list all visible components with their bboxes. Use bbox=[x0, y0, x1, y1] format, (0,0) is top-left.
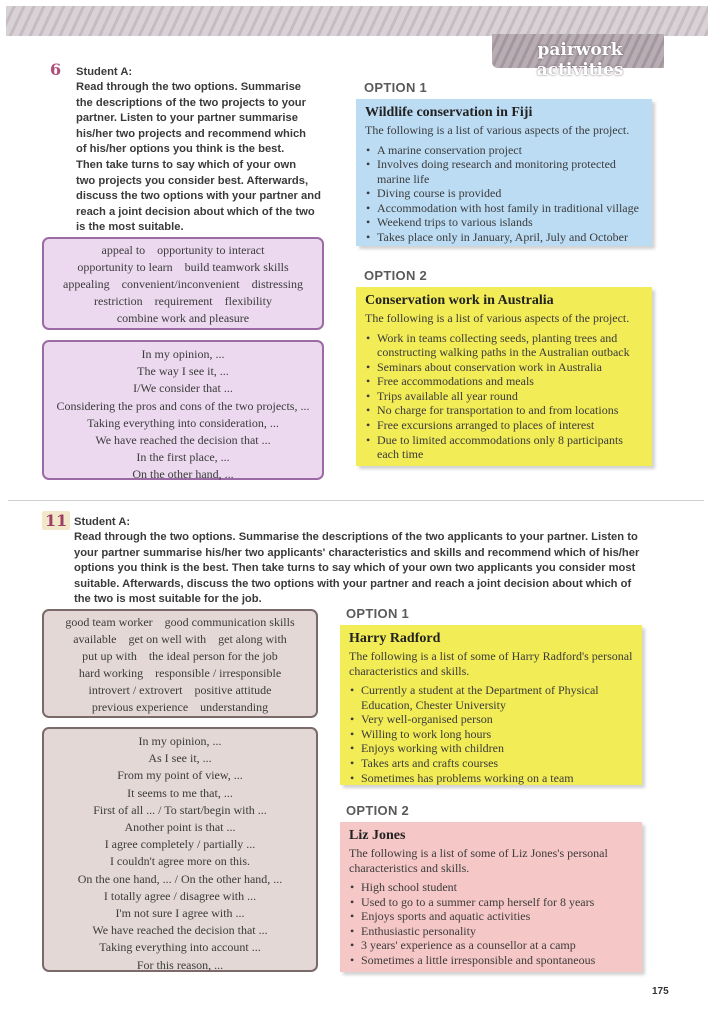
phrase: In the first place, ... bbox=[136, 450, 230, 465]
useful-phrases-box bbox=[42, 340, 324, 480]
useful-phrases-box bbox=[42, 727, 318, 972]
vocab-line: available get on well with get along with bbox=[73, 632, 287, 646]
list-item: • Trips available all year round bbox=[365, 389, 644, 404]
phrase: I totally agree / disagree with ... bbox=[103, 888, 257, 903]
list-item: • Diving course is provided bbox=[365, 186, 644, 201]
phrase: I agree completely / partially ... bbox=[104, 837, 256, 852]
list-item: • Sometimes a little irresponsible and spontaneous bbox=[349, 953, 634, 968]
vocab-line: previous experience understanding bbox=[91, 700, 269, 714]
student-label: Student A: bbox=[74, 516, 131, 528]
list-item: • High school student bbox=[349, 880, 634, 895]
list-item: • Involves doing research and monitoring protected marine life bbox=[365, 157, 644, 186]
option-intro: The following is a list of some of Harry Radford's personal characteristics and skills. bbox=[349, 649, 633, 678]
list-item: • A marine conservation project bbox=[365, 143, 644, 158]
phrase: From my point of view, ... bbox=[117, 768, 243, 783]
header-banner bbox=[6, 6, 708, 36]
phrase: On the one hand, ... / On the other hand, ... bbox=[77, 871, 283, 886]
vocab-line: appealing convenient/inconvenient distressing bbox=[63, 277, 303, 291]
phrase: As I see it, ... bbox=[148, 751, 212, 766]
option-intro: The following is a list of various aspects of the project. bbox=[365, 123, 630, 137]
vocab-line: put up with the ideal person for the job bbox=[82, 649, 278, 663]
list-item: • Takes arts and crafts courses bbox=[349, 756, 634, 771]
instructions: Read through the two options. Summarise the descriptions of the two projects to your partner. Listen to your partner summarise his/her two projects and recommend which of his/her options you think is the best. Then take turns to say which of your own two projects you consider best. Afterwards, discuss the two options with your partner and reach a joint decision about which of the two is the most suitable. bbox=[76, 81, 321, 234]
list-item: • Willing to work long hours bbox=[349, 727, 634, 742]
list-item: • Sometimes has problems working on a team bbox=[349, 771, 634, 786]
phrase: In my opinion, ... bbox=[138, 734, 222, 748]
phrase: In my opinion, ... bbox=[141, 347, 225, 361]
list-item: • Takes place only in January, April, July and October bbox=[365, 230, 644, 245]
vocab-line: combine work and pleasure bbox=[116, 311, 250, 325]
phrase: I/We consider that ... bbox=[133, 381, 233, 396]
vocab-line: opportunity to learn build teamwork skills bbox=[77, 260, 289, 274]
option-bullets bbox=[365, 331, 644, 462]
vocab-line: good team worker good communication skills bbox=[65, 615, 295, 629]
list-item: • Currently a student at the Department of Physical Education, Chester University bbox=[349, 683, 634, 712]
list-item: • Weekend trips to various islands bbox=[365, 215, 644, 230]
phrase: Taking everything into account ... bbox=[99, 940, 261, 955]
instructions: Read through the two options. Summarise the descriptions of the two applicants to your partner. Listen to your partner summarise his/her two applicants' characteristics and skills and recommend which of his/her options you think is the best. Then take turns to say which of your own two applicants you consider most suitable. Afterwards, discuss the two options with your partner and reach a joint decision about which of the two is most suitable for the job. bbox=[74, 531, 640, 606]
list-item: • Enjoys working with children bbox=[349, 741, 634, 756]
option-1-card bbox=[356, 99, 652, 246]
phrase: It seems to me that, ... bbox=[127, 785, 233, 800]
option-1-label: OPTION 1 bbox=[346, 606, 410, 621]
list-item: • Due to limited accommodations only 8 participants each time bbox=[365, 433, 644, 462]
option-title: Conservation work in Australia bbox=[365, 293, 554, 308]
list-item: • No charge for transportation to and from locations bbox=[365, 403, 644, 418]
option-2-card bbox=[340, 822, 642, 972]
phrase: I'm not sure I agree with ... bbox=[115, 906, 245, 921]
option-2-label: OPTION 2 bbox=[364, 268, 428, 283]
option-bullets bbox=[365, 143, 644, 245]
list-item: • Accommodation with host family in traditional village bbox=[365, 201, 644, 216]
option-bullets bbox=[349, 880, 634, 968]
list-item: • Very well-organised person bbox=[349, 712, 634, 727]
vocab-line: introvert / extrovert positive attitude bbox=[88, 683, 272, 697]
phrase: On the other hand, ... bbox=[132, 467, 234, 482]
vocabulary-box bbox=[42, 609, 318, 718]
vocab-line: hard working responsible / irresponsible bbox=[78, 666, 282, 680]
phrase: We have reached the decision that ... bbox=[95, 433, 271, 448]
phrase: Another point is that ... bbox=[124, 820, 236, 835]
list-item: • Seminars about conservation work in Australia bbox=[365, 360, 644, 375]
option-title: Harry Radford bbox=[349, 631, 441, 646]
list-item: • Used to go to a summer camp herself for 8 years bbox=[349, 895, 634, 910]
list-item: • 3 years' experience as a counsellor at a camp bbox=[349, 938, 634, 953]
activity-number: 11 bbox=[42, 511, 70, 530]
list-item: • Work in teams collecting seeds, planting trees and constructing walking paths in the Australian outback bbox=[365, 331, 644, 360]
option-1-label: OPTION 1 bbox=[364, 80, 428, 95]
list-item: • Enthusiastic personality bbox=[349, 924, 634, 939]
phrase: First of all ... / To start/begin with ... bbox=[93, 802, 267, 817]
section-divider bbox=[8, 500, 704, 501]
phrase: We have reached the decision that ... bbox=[92, 923, 268, 938]
page-number: 175 bbox=[652, 986, 669, 997]
vocabulary-box bbox=[42, 237, 324, 330]
option-2-label: OPTION 2 bbox=[346, 803, 410, 818]
phrase: I couldn't agree more on this. bbox=[109, 854, 251, 869]
phrase: The way I see it, ... bbox=[137, 364, 229, 379]
option-intro: The following is a list of various aspects of the project. bbox=[365, 311, 630, 325]
phrase: Taking everything into consideration, ... bbox=[87, 415, 279, 430]
phrase: Considering the pros and cons of the two projects, ... bbox=[56, 398, 310, 413]
option-1-card bbox=[340, 625, 642, 785]
list-item: • Free accommodations and meals bbox=[365, 374, 644, 389]
student-label: Student A: bbox=[76, 66, 133, 78]
option-title: Liz Jones bbox=[349, 828, 406, 843]
option-2-card bbox=[356, 287, 652, 466]
option-bullets bbox=[349, 683, 634, 785]
list-item: • Enjoys sports and aquatic activities bbox=[349, 909, 634, 924]
vocab-line: restriction requirement flexibility bbox=[94, 294, 272, 308]
vocab-line: appeal to opportunity to interact bbox=[101, 243, 265, 257]
list-item: • Free excursions arranged to places of interest bbox=[365, 418, 644, 433]
option-title: Wildlife conservation in Fiji bbox=[365, 105, 533, 120]
option-intro: The following is a list of some of Liz Jones's personal characteristics and skills. bbox=[349, 846, 608, 875]
section-title: pairwork activities bbox=[536, 40, 624, 80]
phrase: For this reason, ... bbox=[136, 957, 224, 972]
activity-number: 6 bbox=[50, 60, 62, 79]
